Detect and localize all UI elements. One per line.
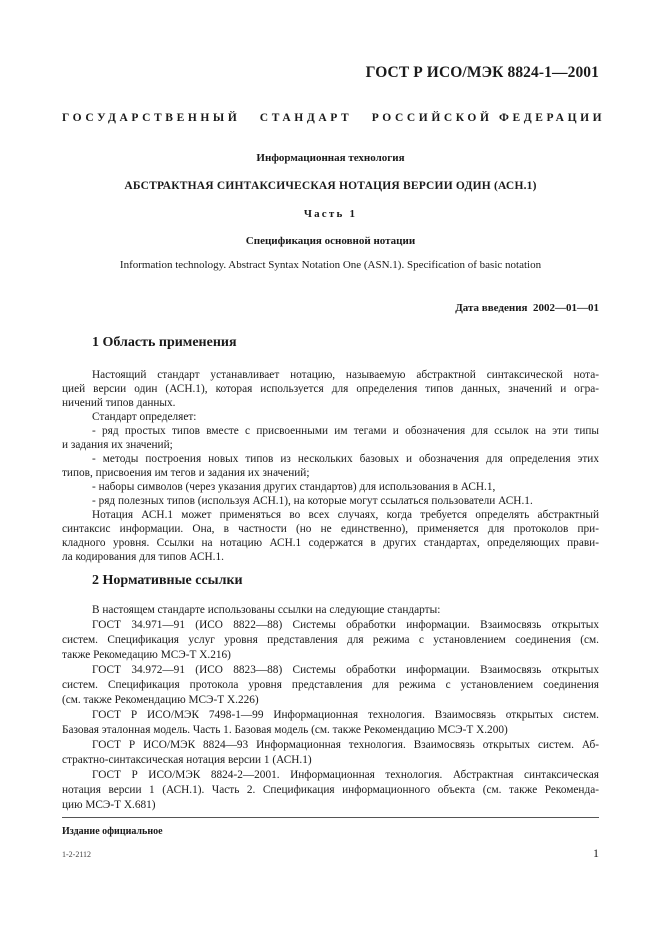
topic-title: Информационная технология [256,152,405,164]
reference-line: ГОСТ Р ИСО/МЭК 7498-1—99 Информационная технология. Взаимосвязь открытых систем. [92,709,599,721]
part-label: Часть 1 [303,208,358,220]
reference-line: ГОСТ Р ИСО/МЭК 8824-2—2001. Информационная технология. Абстрактная синтаксическая [92,769,599,781]
english-title: Information technology. Abstract Syntax Notation One (ASN.1). Specification of basic notation [119,259,542,271]
list-item-continuation: и задания их значений; [62,439,173,451]
reference-line: страктно-синтаксическая нотация версии 1 (АСН.1) [62,754,312,766]
paragraph-line: синтаксис информации. Она, в частности (но не единственно), применяется для протоколов при- [62,523,599,535]
print-code: 1-2-2112 [62,850,92,859]
subtitle: Спецификация основной нотации [245,235,416,247]
list-item: - наборы символов (через указания других стандартов) для использования в АСН.1, [92,481,496,493]
introduction-date: Дата введения 2002—01—01 [455,302,599,314]
list-item-continuation: типов, присвоения им тегов и задания их значений; [62,467,310,479]
paragraph-line: ничений типов данных. [62,397,176,409]
reference-line: систем. Спецификация протокола уровня представления для режима с установлением соединения [62,679,599,691]
section-2-heading: 2 Нормативные ссылки [92,573,243,588]
reference-line: систем. Спецификация услуг уровня представления для режима с установлением соединения (см. [62,634,599,646]
reference-line: ГОСТ Р ИСО/МЭК 8824—93 Информационная технология. Взаимосвязь открытых систем. Аб- [92,739,599,751]
reference-line: также Рекомедацию МСЭ-Т Х.216) [62,649,231,661]
list-item: - ряд полезных типов (используя АСН.1), на которые могут ссылаться пользователи АСН.1. [92,495,533,507]
reference-line: нотация версии 1 (АСН.1). Часть 2. Спецификация информационного объекта (см. также Рекоменда- [62,784,599,796]
reference-line: цию МСЭ-Т Х.681) [62,799,156,811]
footer-divider [62,817,599,818]
paragraph-line: кладного уровня. Ссылки на нотацию АСН.1 содержатся в других стандартах, определяющих прави- [62,537,599,549]
edition-label: Издание официальное [62,826,163,837]
list-item: - ряд простых типов вместе с присвоенными им тегами и обозначения для ссылок на эти типы [92,425,599,437]
reference-line: ГОСТ 34.972—91 (ИСО 8823—88) Системы обработки информации. Взаимосвязь открытых [92,664,599,676]
paragraph-line: цией версии один (АСН.1), которая используется для определения типов данных, значений и огра- [62,383,599,395]
page-number: 1 [593,846,599,860]
main-title: АБСТРАКТНАЯ СИНТАКСИЧЕСКАЯ НОТАЦИЯ ВЕРСИИ ОДИН (АСН.1) [124,180,537,192]
paragraph-line: Стандарт определяет: [92,411,197,423]
reference-line: (см. также Рекомендацию МСЭ-Т Х.226) [62,694,259,706]
standard-number: ГОСТ Р ИСО/МЭК 8824-1—2001 [365,64,599,81]
section-1-heading: 1 Область применения [92,335,237,350]
paragraph-line: Нотация АСН.1 может применяться во всех случаях, когда требуется определять абстрактный [92,509,599,521]
list-item: - методы построения новых типов из нескольких базовых и обозначения для определения этих [92,453,599,465]
reference-line: ГОСТ 34.971—91 (ИСО 8822—88) Системы обработки информации. Взаимосвязь открытых [92,619,599,631]
state-standard-line: ГОСУДАРСТВЕННЫЙ СТАНДАРТ РОССИЙСКОЙ ФЕДЕРАЦИИ [62,112,606,124]
paragraph-line: ла кодирования для типов АСН.1. [62,551,224,563]
reference-line: Базовая эталонная модель. Часть 1. Базовая модель (см. также Рекомендацию МСЭ-Т Х.200) [62,724,508,736]
paragraph-line: Настоящий стандарт устанавливает нотацию, называемую абстрактной синтаксической нота- [92,369,599,381]
paragraph-line: В настоящем стандарте использованы ссылки на следующие стандарты: [92,604,441,616]
